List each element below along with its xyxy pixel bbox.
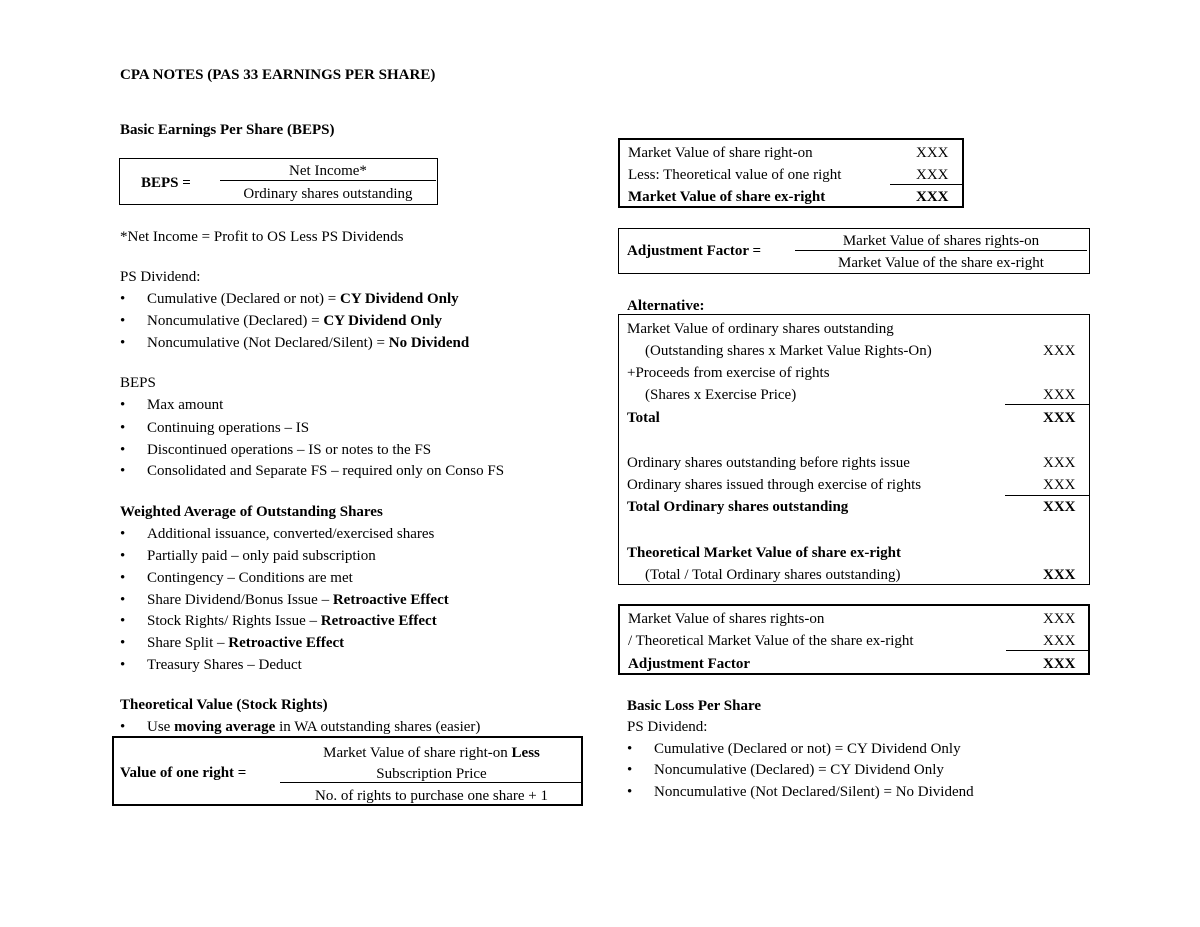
loss-heading: Basic Loss Per Share (627, 698, 762, 714)
ex-right-row-label: Less: Theoretical value of one right (628, 167, 842, 183)
ex-right-row-label: Market Value of share right-on (628, 145, 813, 161)
alt-row-label: +Proceeds from exercise of rights (627, 365, 830, 381)
alt-row-value: XXX (1043, 499, 1076, 515)
alt-row-label: (Outstanding shares x Market Value Rights-On) (645, 343, 932, 359)
alt-row-value: XXX (1043, 567, 1076, 583)
page-title: CPA NOTES (PAS 33 EARNINGS PER SHARE) (120, 67, 436, 83)
value-of-right-denominator: No. of rights to purchase one share + 1 (315, 788, 548, 804)
subtotal-rule (1005, 495, 1089, 496)
adjustment-factor-numerator: Market Value of shares rights-on (842, 233, 1040, 249)
alt-row-label: Total Ordinary shares outstanding (627, 499, 849, 515)
wa-heading: Weighted Average of Outstanding Shares (120, 504, 383, 520)
subtotal-rule (1005, 404, 1089, 405)
ex-right-row-value: XXX (916, 189, 949, 205)
alt-row-label: Ordinary shares issued through exercise of rights (627, 477, 922, 493)
alt-row-label: Ordinary shares outstanding before rights issue (627, 455, 910, 471)
alt-row-value: XXX (1043, 343, 1076, 359)
adj-row-value: XXX (1043, 633, 1076, 649)
alt-row-label: (Shares x Exercise Price) (645, 387, 797, 403)
alt-row-label: Total (627, 410, 660, 426)
ex-right-row-value: XXX (916, 145, 949, 161)
beps-numerator: Net Income* (289, 163, 367, 179)
ps-dividend-heading: PS Dividend: (120, 269, 201, 285)
alternative-box (618, 314, 1090, 585)
fraction-bar (280, 782, 583, 783)
alternative-heading: Alternative: (627, 298, 705, 314)
adj-row-label: Adjustment Factor (628, 656, 751, 672)
adjustment-factor-box (618, 604, 1090, 675)
value-of-right-label: Value of one right = (120, 765, 247, 781)
beps-formula-box (119, 158, 438, 205)
alt-row-value: XXX (1043, 410, 1076, 426)
value-of-right-numerator: Market Value of share right-on Less (323, 745, 540, 761)
ex-right-row-label: Market Value of share ex-right (628, 189, 826, 205)
beps-formula-label: BEPS = (141, 175, 191, 191)
adjustment-factor-label: Adjustment Factor = (627, 243, 762, 259)
alt-row-value: XXX (1043, 455, 1076, 471)
alt-row-value: XXX (1043, 477, 1076, 493)
adj-row-label: Market Value of shares rights-on (628, 611, 825, 627)
ex-right-row-value: XXX (916, 167, 949, 183)
subtotal-rule (1006, 650, 1088, 651)
beps-heading: Basic Earnings Per Share (BEPS) (120, 122, 335, 138)
loss-subheading: PS Dividend: (627, 719, 708, 735)
fraction-bar (220, 180, 436, 181)
fraction-bar (795, 250, 1087, 251)
beps-list-heading: BEPS (120, 375, 156, 391)
subtotal-rule (890, 184, 962, 185)
adjustment-factor-denominator: Market Value of the share ex-right (838, 255, 1044, 271)
alt-row-label: Theoretical Market Value of share ex-right (627, 545, 901, 561)
net-income-footnote: *Net Income = Profit to OS Less PS Dividends (120, 229, 404, 245)
adj-row-value: XXX (1043, 656, 1076, 672)
adj-row-value: XXX (1043, 611, 1076, 627)
value-of-right-numerator-2: Subscription Price (376, 766, 487, 782)
value-of-right-box (112, 736, 583, 806)
alt-row-value: XXX (1043, 387, 1076, 403)
adjustment-factor-formula-box (618, 228, 1090, 274)
alt-row-label: Market Value of ordinary shares outstanding (627, 321, 894, 337)
alt-row-label: (Total / Total Ordinary shares outstanding) (645, 567, 901, 583)
adj-row-label: / Theoretical Market Value of the share ex-right (628, 633, 914, 649)
ex-right-box (618, 138, 964, 208)
tv-heading: Theoretical Value (Stock Rights) (120, 697, 328, 713)
beps-denominator: Ordinary shares outstanding (243, 186, 413, 202)
